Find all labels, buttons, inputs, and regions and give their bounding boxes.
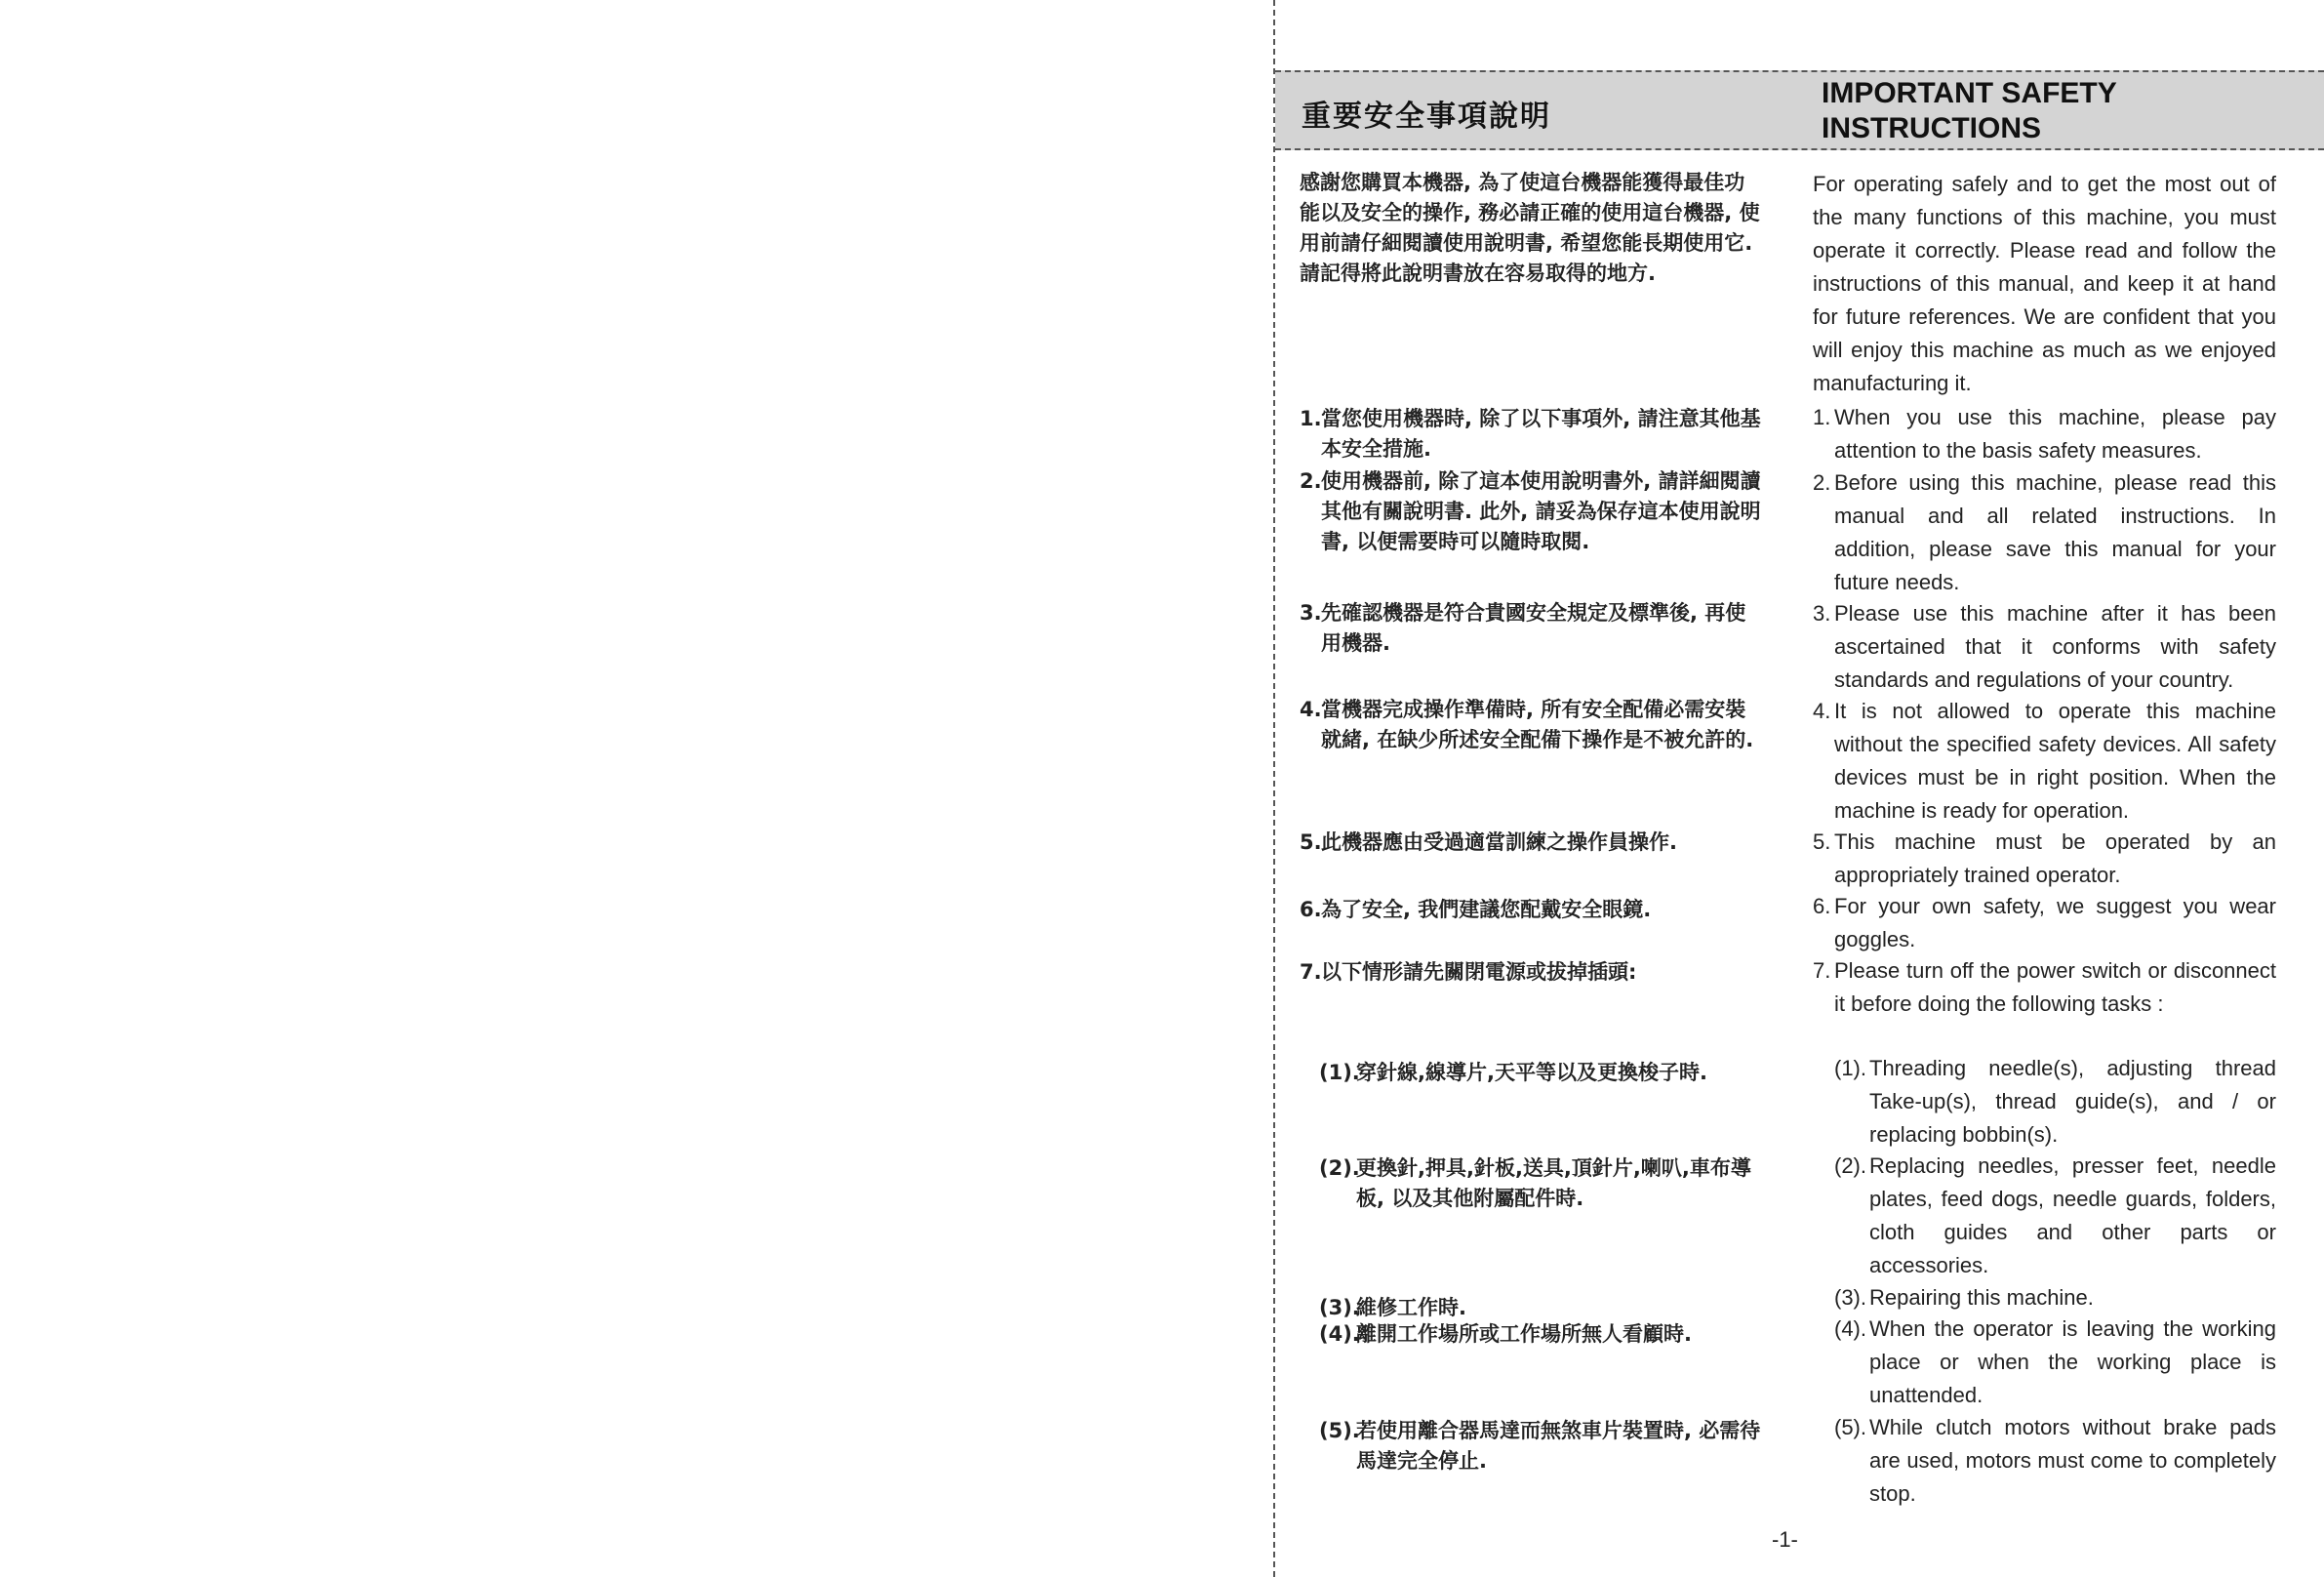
item-number: 1. (1813, 405, 1831, 429)
subitem-number: (3). (1834, 1285, 1866, 1310)
item-number: 7. (1300, 960, 1322, 984)
item-number: 5. (1813, 829, 1831, 854)
item-3-english (1813, 597, 2276, 697)
subitem-number: (5). (1319, 1419, 1360, 1442)
title-chinese: 重要安全事項說明 (1302, 100, 1551, 134)
subitem-text: When the operator is leaving the working place or when the working place is unattended. (1869, 1316, 2276, 1407)
item-7-english (1813, 954, 2276, 1021)
intro-chinese (1300, 168, 1763, 289)
item-text: Please turn off the power switch or disconnect it before doing the following tasks : (1834, 958, 2276, 1016)
subitem-text: While clutch motors without brake pads are used, motors must come to completely stop. (1869, 1415, 2276, 1506)
item-text: 當您使用機器時, 除了以下事項外, 請注意其他基本安全措施. (1321, 407, 1761, 461)
item-4-english (1813, 695, 2276, 828)
item-number: 1. (1300, 407, 1322, 430)
item-text: Please use this machine after it has been ascertained that it conforms with safety standards and regulations of your country. (1834, 601, 2276, 692)
item-number: 4. (1813, 699, 1831, 723)
item-number: 3. (1813, 601, 1831, 626)
subitem-2-english (1834, 1150, 2276, 1282)
subitem-text: 維修工作時. (1356, 1296, 1466, 1319)
subitem-2-chinese (1319, 1153, 1763, 1214)
subitem-number: (1). (1319, 1061, 1360, 1084)
subitem-3-english (1834, 1281, 2276, 1314)
item-text: For your own safety, we suggest you wear goggles. (1834, 894, 2276, 951)
subitem-text: 離開工作場所或工作場所無人看顧時. (1356, 1322, 1692, 1346)
subitem-text: 若使用離合器馬達而無煞車片裝置時, 必需待馬達完全停止. (1356, 1419, 1761, 1473)
item-number: 4. (1300, 698, 1322, 721)
subitem-text: 更換針,押具,針板,送具,頂針片,喇叭,車布導板, 以及其他附屬配件時. (1356, 1156, 1751, 1210)
title-english: IMPORTANT SAFETY INSTRUCTIONS (1822, 77, 2117, 144)
intro-english-text: For operating safely and to get the most out of the many functions of this machine, you must operate it correctly. Please read and follow the instructions of this manual, and keep it at hand for future references. We are confident that you will enjoy this machine as much as we enjoyed manufacturing it. (1813, 172, 2276, 395)
item-6-english (1813, 890, 2276, 956)
subitem-text: Threading needle(s), adjusting thread Take-up(s), thread guide(s), and / or replacing bobbin(s). (1869, 1056, 2276, 1147)
item-text: 先確認機器是符合貴國安全規定及標準後, 再使用機器. (1321, 601, 1746, 655)
subitem-number: (5). (1834, 1415, 1866, 1439)
item-4-chinese (1300, 695, 1763, 755)
item-5-english (1813, 826, 2276, 892)
subitem-number: (2). (1834, 1153, 1866, 1178)
item-text: 此機器應由受過適當訓練之操作員操作. (1321, 830, 1677, 854)
intro-chinese-text: 感謝您購買本機器, 為了使這台機器能獲得最佳功能以及安全的操作, 務必請正確的使用這台機器, 使用前請仔細閱讀使用說明書, 希望您能長期使用它. 請記得將此說明書放在容易取得的地方. (1300, 171, 1760, 285)
item-number: 5. (1300, 830, 1322, 854)
fold-line (1273, 0, 1275, 1577)
subitem-text: Replacing needles, presser feet, needle plates, feed dogs, needle guards, folders, cloth guides and other parts or accessories. (1869, 1153, 2276, 1277)
item-2-english (1813, 466, 2276, 599)
item-number: 2. (1813, 470, 1831, 495)
subitem-5-english (1834, 1411, 2276, 1511)
subitem-5-chinese (1319, 1416, 1763, 1476)
subitem-text: 穿針線,線導片,天平等以及更換梭子時. (1356, 1061, 1707, 1084)
intro-english (1813, 168, 2276, 400)
item-number: 6. (1813, 894, 1831, 918)
item-3-chinese (1300, 598, 1763, 659)
item-text: When you use this machine, please pay attention to the basis safety measures. (1834, 405, 2276, 463)
item-number: 3. (1300, 601, 1322, 625)
subitem-4-english (1834, 1313, 2276, 1412)
item-number: 2. (1300, 469, 1322, 493)
subitem-1-chinese (1319, 1058, 1763, 1088)
item-6-chinese (1300, 895, 1763, 925)
item-text: It is not allowed to operate this machine without the specified safety devices. All safety devices must be in right position. When the machine is ready for operation. (1834, 699, 2276, 823)
item-2-chinese (1300, 466, 1763, 557)
item-text: 為了安全, 我們建議您配戴安全眼鏡. (1321, 898, 1652, 921)
item-number: 6. (1300, 898, 1322, 921)
subitem-number: (4). (1319, 1322, 1360, 1346)
item-1-chinese (1300, 404, 1763, 465)
item-7-chinese (1300, 957, 1763, 988)
subitem-1-english (1834, 1052, 2276, 1152)
subitem-number: (1). (1834, 1056, 1866, 1080)
subitem-4-chinese (1319, 1319, 1763, 1350)
item-text: Before using this machine, please read this manual and all related instructions. In addition, please save this manual for your future needs. (1834, 470, 2276, 594)
subitem-text: Repairing this machine. (1869, 1285, 2094, 1310)
item-text: 以下情形請先關閉電源或拔掉插頭: (1321, 960, 1637, 984)
item-5-chinese (1300, 828, 1763, 858)
item-text: This machine must be operated by an appropriately trained operator. (1834, 829, 2276, 887)
item-1-english (1813, 401, 2276, 467)
item-text: 使用機器前, 除了這本使用說明書外, 請詳細閱讀其他有關說明書. 此外, 請妥為保存這本使用說明書, 以便需要時可以隨時取閱. (1321, 469, 1761, 553)
subitem-number: (2). (1319, 1156, 1360, 1180)
item-number: 7. (1813, 958, 1831, 983)
page-number: -1- (1772, 1527, 1798, 1552)
item-text: 當機器完成操作準備時, 所有安全配備必需安裝就緒, 在缺少所述安全配備下操作是不被允許的. (1321, 698, 1754, 751)
subitem-number: (3). (1319, 1296, 1360, 1319)
subitem-number: (4). (1834, 1316, 1866, 1341)
